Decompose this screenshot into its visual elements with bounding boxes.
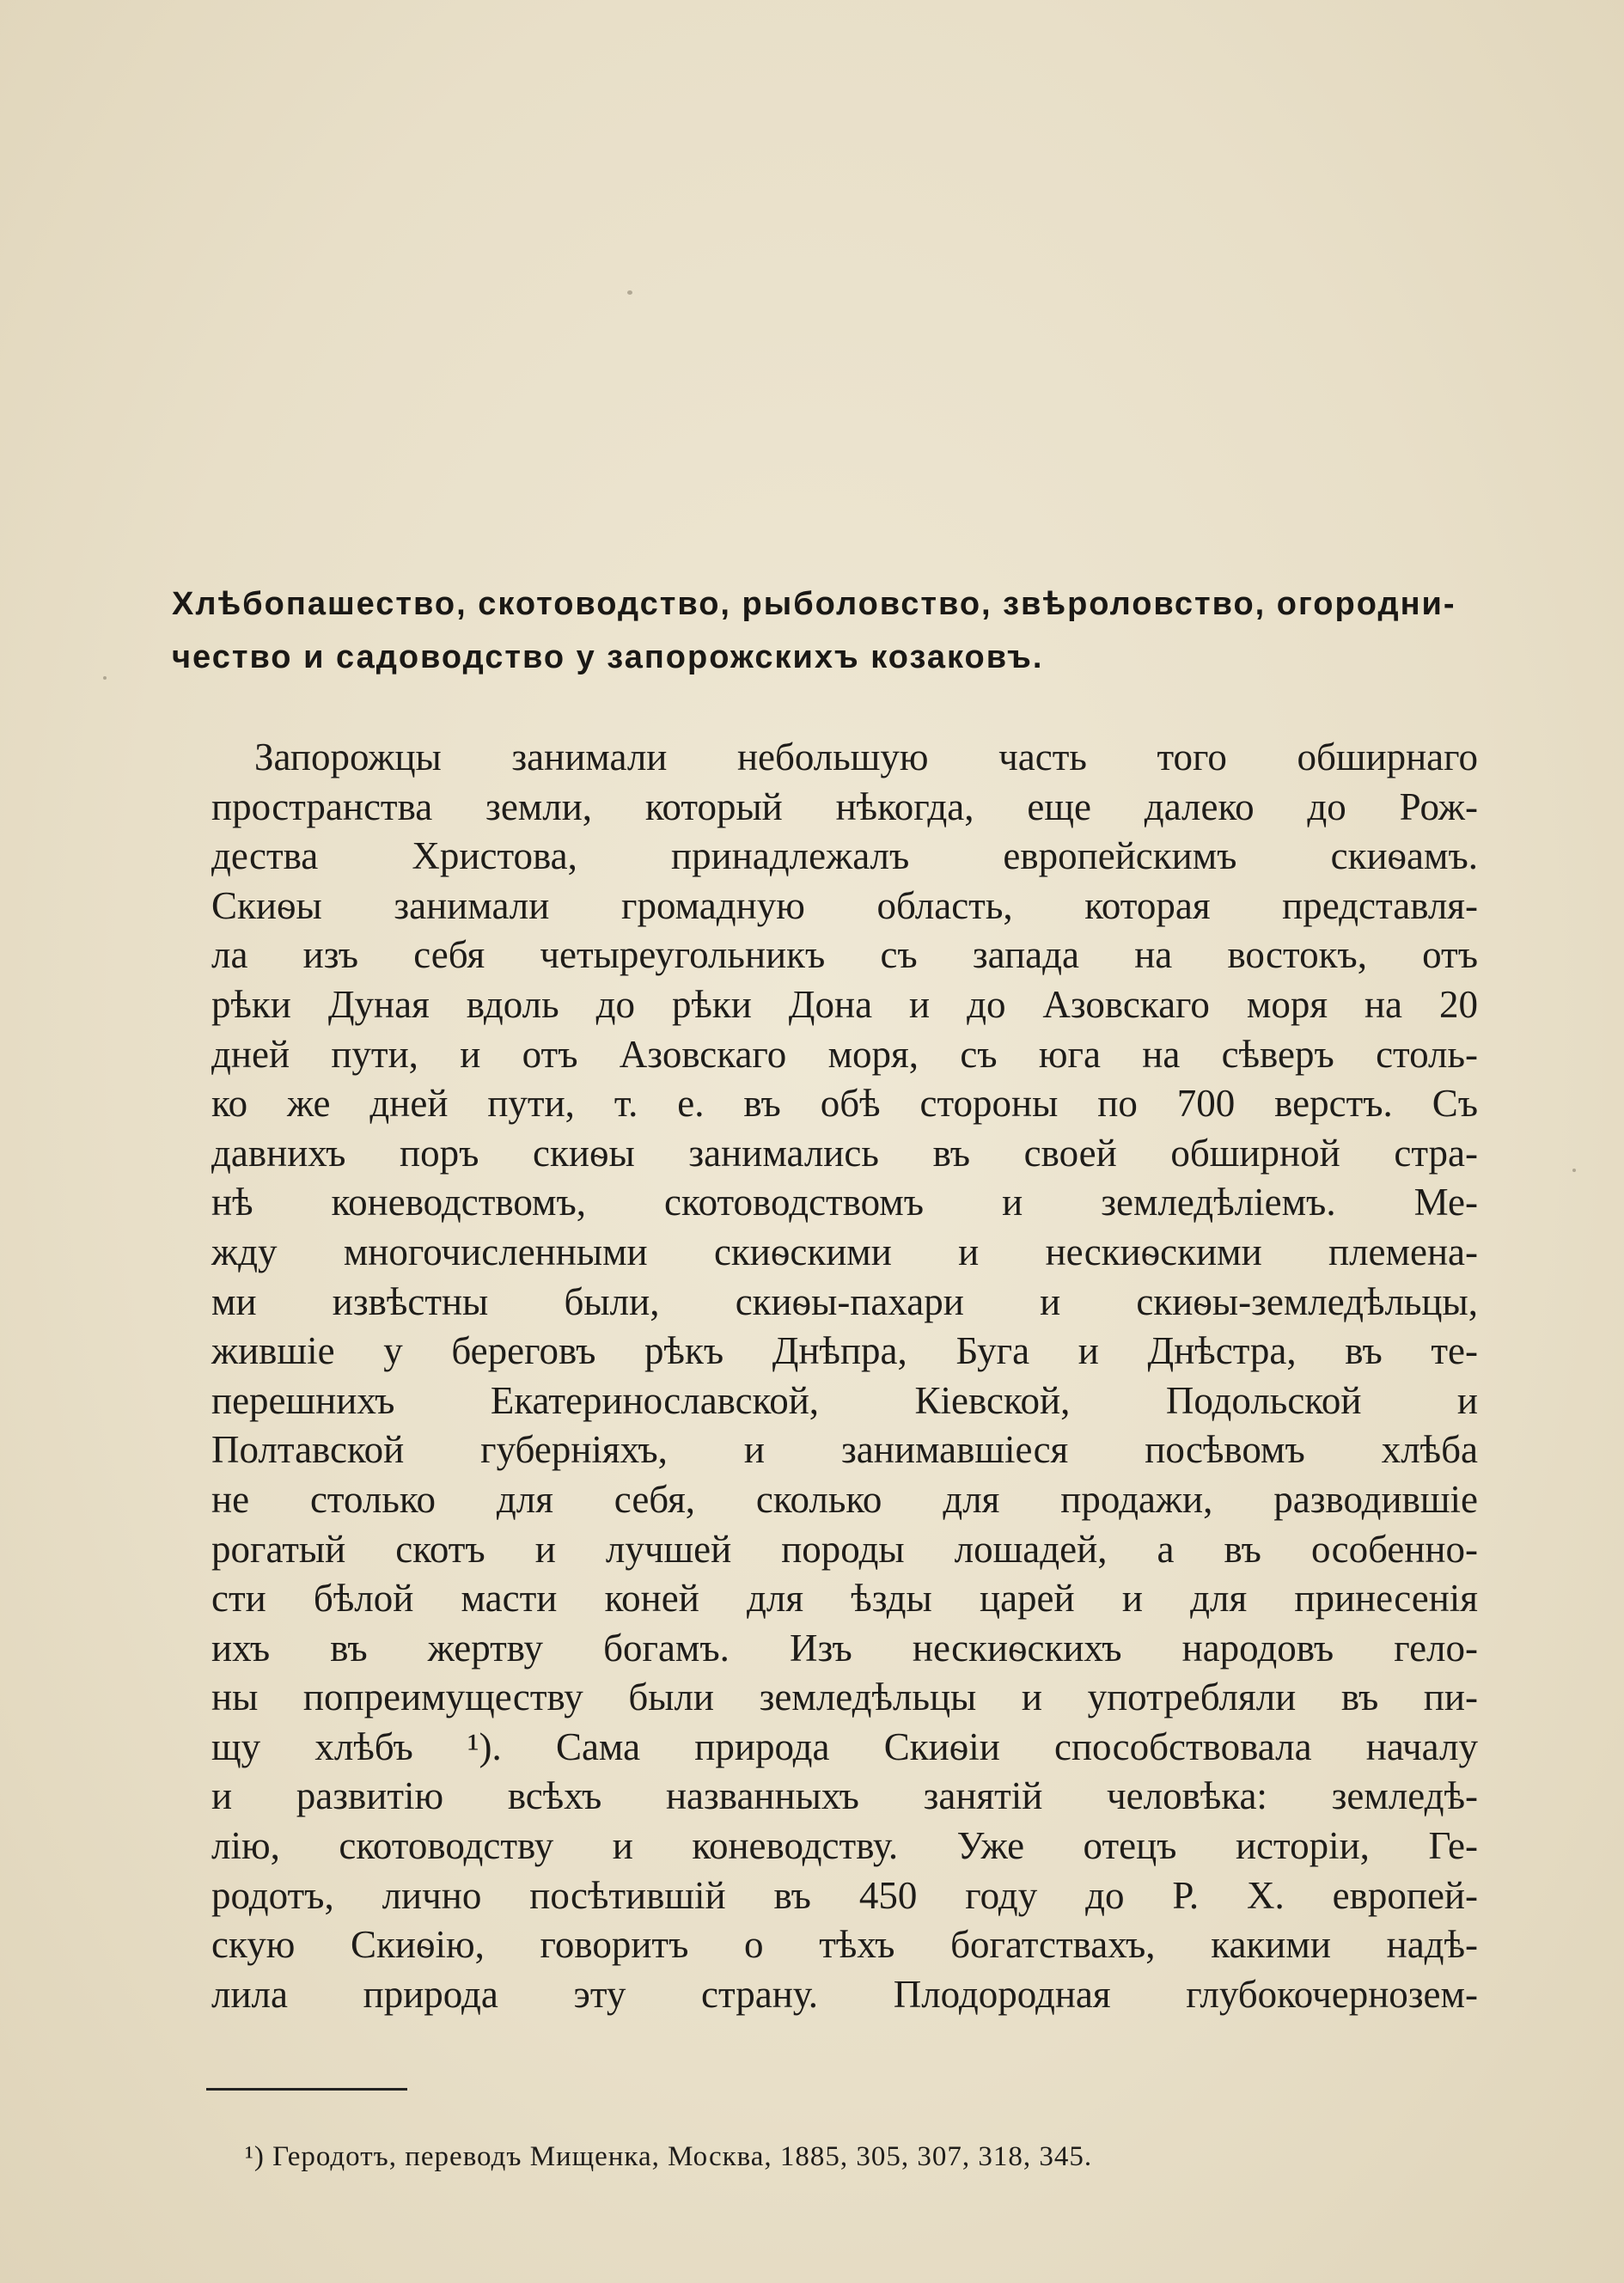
text-line: Полтавской губерніяхъ, и занимавшіеся посѣвомъ хлѣба (211, 1428, 1478, 1472)
paper-speck (1572, 1169, 1576, 1172)
text-line: рогатый скотъ и лучшей породы лошадей, а въ особенно- (211, 1527, 1478, 1571)
text-line: жившіе у береговъ рѣкъ Днѣпра, Буга и Днѣстра, въ те- (211, 1329, 1478, 1373)
text-line: скую Скиѳію, говоритъ о тѣхъ богатствахъ, какими надѣ- (211, 1923, 1478, 1967)
text-line: ми извѣстны были, скиѳы-пахари и скиѳы-земледѣльцы, (211, 1279, 1478, 1323)
text-line: ихъ въ жертву богамъ. Изъ нескиѳскихъ народовъ гело- (211, 1626, 1478, 1670)
text-line: лила природа эту страну. Плодородная глубокочернозем- (211, 1972, 1478, 2016)
text-line: дества Христова, принадлежалъ европейскимъ скиѳамъ. (211, 834, 1478, 878)
text-line: не столько для себя, сколько для продажи, разводившіе (211, 1477, 1478, 1521)
text-line: ны попреимуществу были земледѣльцы и употребляли въ пи- (211, 1676, 1478, 1719)
text-line: перешнихъ Екатеринославской, Кіевской, Подольской и (211, 1378, 1478, 1422)
text-line: жду многочисленными скиѳскими и нескиѳскими племена- (211, 1230, 1478, 1273)
heading-line: чество и садоводство у запорожскихъ козаковъ. (172, 639, 1044, 675)
section-heading (172, 577, 1461, 684)
footnote-divider (206, 2088, 407, 2091)
text-line: сти бѣлой масти коней для ѣзды царей и для принесенія (211, 1577, 1478, 1621)
text-line: Скиѳы занимали громадную область, которая представля- (211, 883, 1478, 927)
text-line: ко же дней пути, т. е. въ обѣ стороны по 700 верстъ. Съ (211, 1082, 1478, 1126)
body-paragraph (211, 733, 1478, 2019)
paper-speck (103, 676, 107, 680)
footnote: ¹) Геродотъ, переводъ Мищенка, Москва, 1885, 305, 307, 318, 345. (245, 2141, 1093, 2172)
text-line: ла изъ себя четыреугольникъ съ запада на востокъ, отъ (211, 933, 1478, 977)
text-line: нѣ коневодствомъ, скотоводствомъ и земледѣліемъ. Ме- (211, 1181, 1478, 1224)
heading-line: Хлѣбопашество, скотоводство, рыболовство, звѣроловство, огородни- (172, 586, 1456, 622)
text-line: давнихъ поръ скиѳы занимались въ своей обширной стра- (211, 1131, 1478, 1175)
text-line: дней пути, и отъ Азовскаго моря, съ юга на сѣверъ столь- (211, 1032, 1478, 1076)
text-line: родотъ, лично посѣтившій въ 450 году до Р. Х. европей- (211, 1873, 1478, 1917)
paper-speck (627, 290, 632, 295)
text-line: лію, скотоводству и коневодству. Уже отецъ исторіи, Ге- (211, 1824, 1478, 1868)
text-line: и развитію всѣхъ названныхъ занятій человѣка: земледѣ- (211, 1774, 1478, 1818)
text-line: пространства земли, который нѣкогда, еще далеко до Рож- (211, 784, 1478, 828)
text-line: Запорожцы занимали небольшую часть того обширнаго (254, 736, 1478, 778)
text-line: рѣки Дуная вдоль до рѣки Дона и до Азовскаго моря на 20 (211, 982, 1478, 1026)
text-line: щу хлѣбъ ¹). Сама природа Скиѳіи способствовала началу (211, 1724, 1478, 1768)
